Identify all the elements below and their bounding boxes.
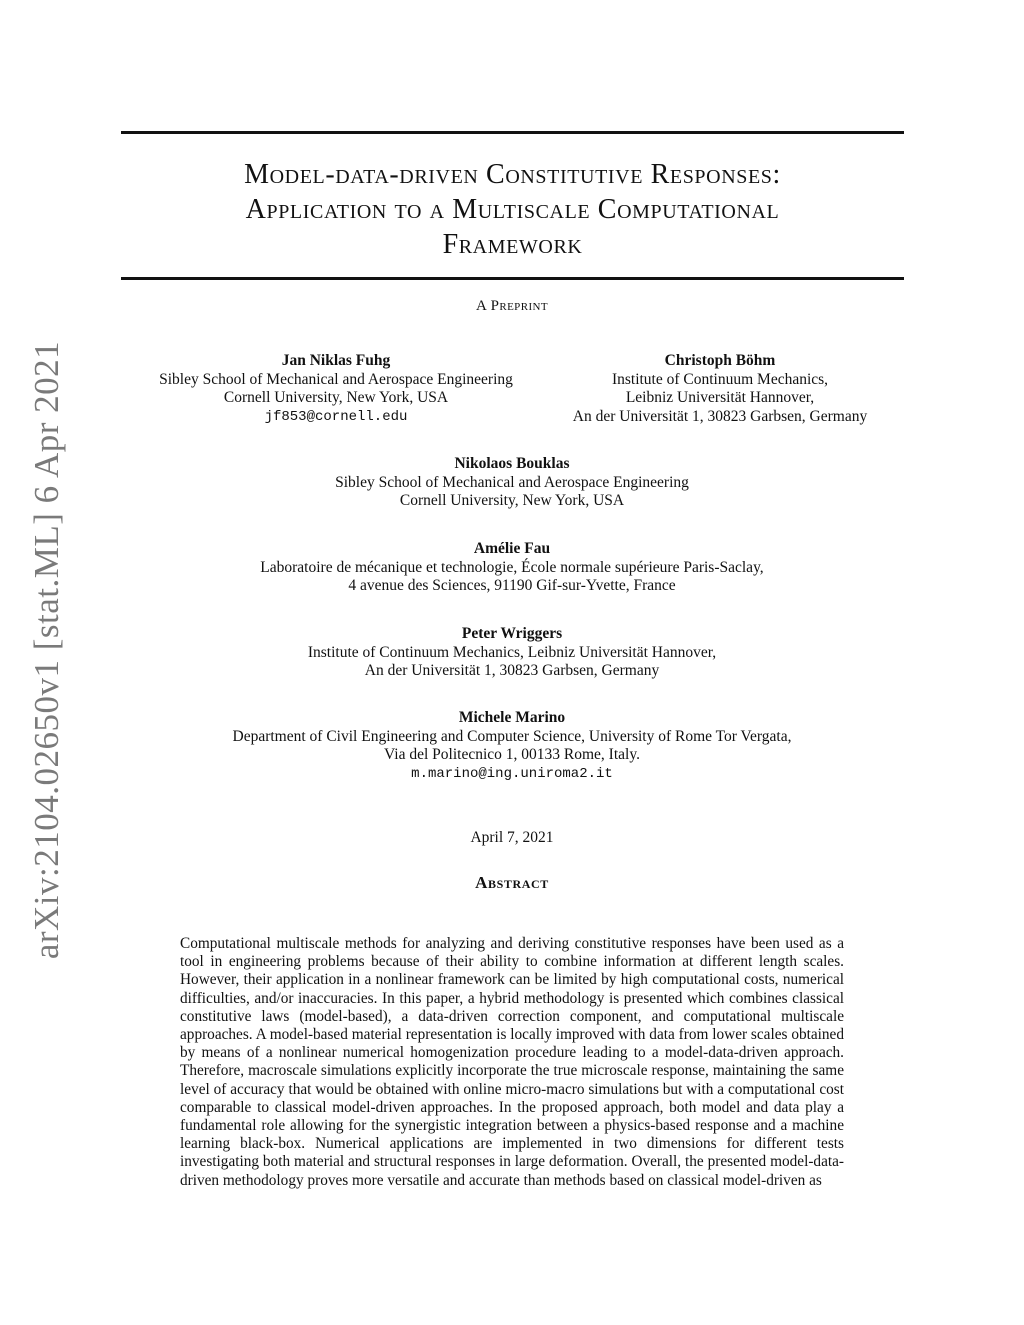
title-line-2: Application to a Multiscale Computational <box>245 194 780 225</box>
author-affiliation: Cornell University, New York, USA <box>399 492 625 509</box>
author-affiliation: Sibley School of Mechanical and Aerospace Engineering <box>335 473 689 491</box>
author-block <box>0 625 1024 681</box>
author-block <box>0 455 1024 511</box>
author-name: Christoph Böhm <box>664 352 776 369</box>
author-name: Jan Niklas Fuhg <box>281 352 391 369</box>
preprint-label: A Preprint <box>476 298 548 314</box>
author-email[interactable]: jf853@cornell.edu <box>264 408 408 425</box>
arxiv-side-label: arXiv:2104.02650v1 [stat.ML] 6 Apr 2021 <box>27 340 66 960</box>
author-affiliation: An der Universität 1, 30823 Garbsen, Germany <box>364 662 660 679</box>
author-affiliation: Cornell University, New York, USA <box>223 389 449 406</box>
author-affiliation: Sibley School of Mechanical and Aerospace Engineering <box>159 370 513 388</box>
author-block <box>0 540 1024 596</box>
author-block <box>540 352 900 426</box>
author-affiliation: Via del Politecnico 1, 00133 Rome, Italy. <box>384 746 640 763</box>
title-rule-bottom <box>121 277 904 280</box>
author-name: Nikolaos Bouklas <box>454 455 570 472</box>
author-block <box>0 709 1024 783</box>
author-affiliation: Institute of Continuum Mechanics, <box>611 370 829 388</box>
abstract-heading: Abstract <box>475 873 549 892</box>
paper-title <box>121 157 904 262</box>
author-block <box>121 352 551 426</box>
title-rule-top <box>121 131 904 134</box>
author-affiliation: Institute of Continuum Mechanics, Leibniz Universität Hannover, <box>307 643 717 661</box>
author-affiliation: Leibniz Universität Hannover, <box>625 389 815 406</box>
author-name: Michele Marino <box>458 709 566 726</box>
author-affiliation: Department of Civil Engineering and Computer Science, University of Rome Tor Vergata, <box>232 727 792 745</box>
author-name: Amélie Fau <box>473 540 551 557</box>
abstract-body: Computational multiscale methods for analyzing and deriving constitutive responses have been used as a tool in engineering problems because of their ability to combine information at different length scales. However, their application in a nonlinear framework can be limited by high computational costs, numerical difficulties, and/or inaccuracies. In this paper, a hybrid methodology is presented which combines classical constitutive laws (model-based), a data-driven correction component, and computational multiscale approaches. A model-based material representation is locally improved with data from lower scales obtained by means of a nonlinear numerical homogenization procedure leading to a model-data-driven approach. Therefore, macroscale simulations explicitly incorporate the true microscale response, maintaining the same level of accuracy that would be obtained with online micro-macro simulations but with a computational cost comparable to classical model-driven approaches. In the proposed approach, both model and data play a fundamental role allowing for the synergistic integration between a physics-based response and a machine learning black-box. Numerical applications are implemented in two dimensions for different tests investigating both material and structural responses in large deformation. Overall, the presented model-data-driven methodology proves more versatile and accurate than methods based on classical model-driven as <box>180 935 844 1189</box>
publication-date: April 7, 2021 <box>470 829 554 846</box>
title-line-3: Framework <box>442 229 583 260</box>
author-name: Peter Wriggers <box>461 625 563 642</box>
author-affiliation: 4 avenue des Sciences, 91190 Gif-sur-Yvette, France <box>348 577 676 594</box>
author-affiliation: Laboratoire de mécanique et technologie, École normale supérieure Paris-Saclay, <box>260 558 764 576</box>
author-affiliation: An der Universität 1, 30823 Garbsen, Germany <box>572 407 868 425</box>
author-email[interactable]: m.marino@ing.uniroma2.it <box>411 765 613 782</box>
title-line-1: Model-data-driven Constitutive Responses: <box>244 159 781 190</box>
